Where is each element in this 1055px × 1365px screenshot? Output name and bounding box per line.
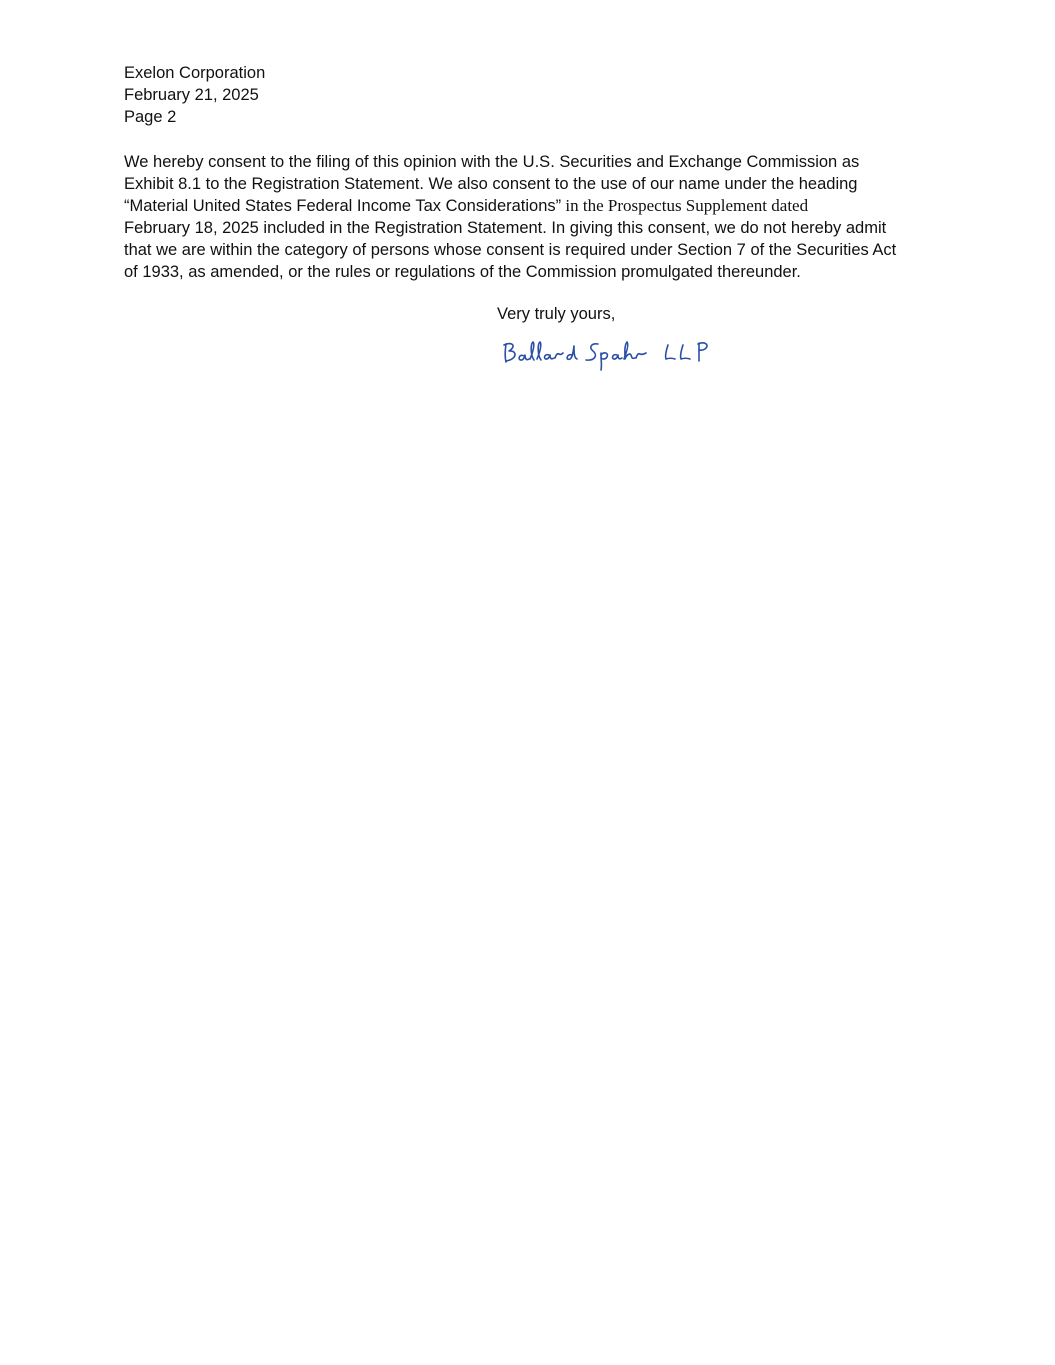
paragraph-line: that we are within the category of persons whose consent is required under Section 7 of the Securities Act bbox=[124, 241, 897, 259]
heading-quote: “Material United States Federal Income Tax Considerations” bbox=[124, 197, 562, 215]
letter-header bbox=[124, 62, 265, 128]
paragraph-fragment: in the Prospectus Supplement dated bbox=[561, 196, 809, 215]
paragraph-line: February 18, 2025 included in the Registration Statement. In giving this consent, we do not hereby admit bbox=[124, 219, 887, 237]
closing-salutation: Very truly yours, bbox=[497, 305, 616, 323]
page-number: Page 2 bbox=[124, 108, 177, 126]
letter-date: February 21, 2025 bbox=[124, 86, 259, 104]
paragraph-line bbox=[124, 195, 939, 217]
recipient-name: Exelon Corporation bbox=[124, 64, 266, 82]
consent-paragraph bbox=[124, 151, 939, 283]
paragraph-line: of 1933, as amended, or the rules or regulations of the Commission promulgated thereunder. bbox=[124, 263, 801, 281]
handwritten-signature bbox=[500, 334, 720, 374]
paragraph-line: We hereby consent to the filing of this opinion with the U.S. Securities and Exchange Commission as bbox=[124, 153, 860, 171]
paragraph-line: Exhibit 8.1 to the Registration Statement. We also consent to the use of our name under the heading bbox=[124, 175, 858, 193]
